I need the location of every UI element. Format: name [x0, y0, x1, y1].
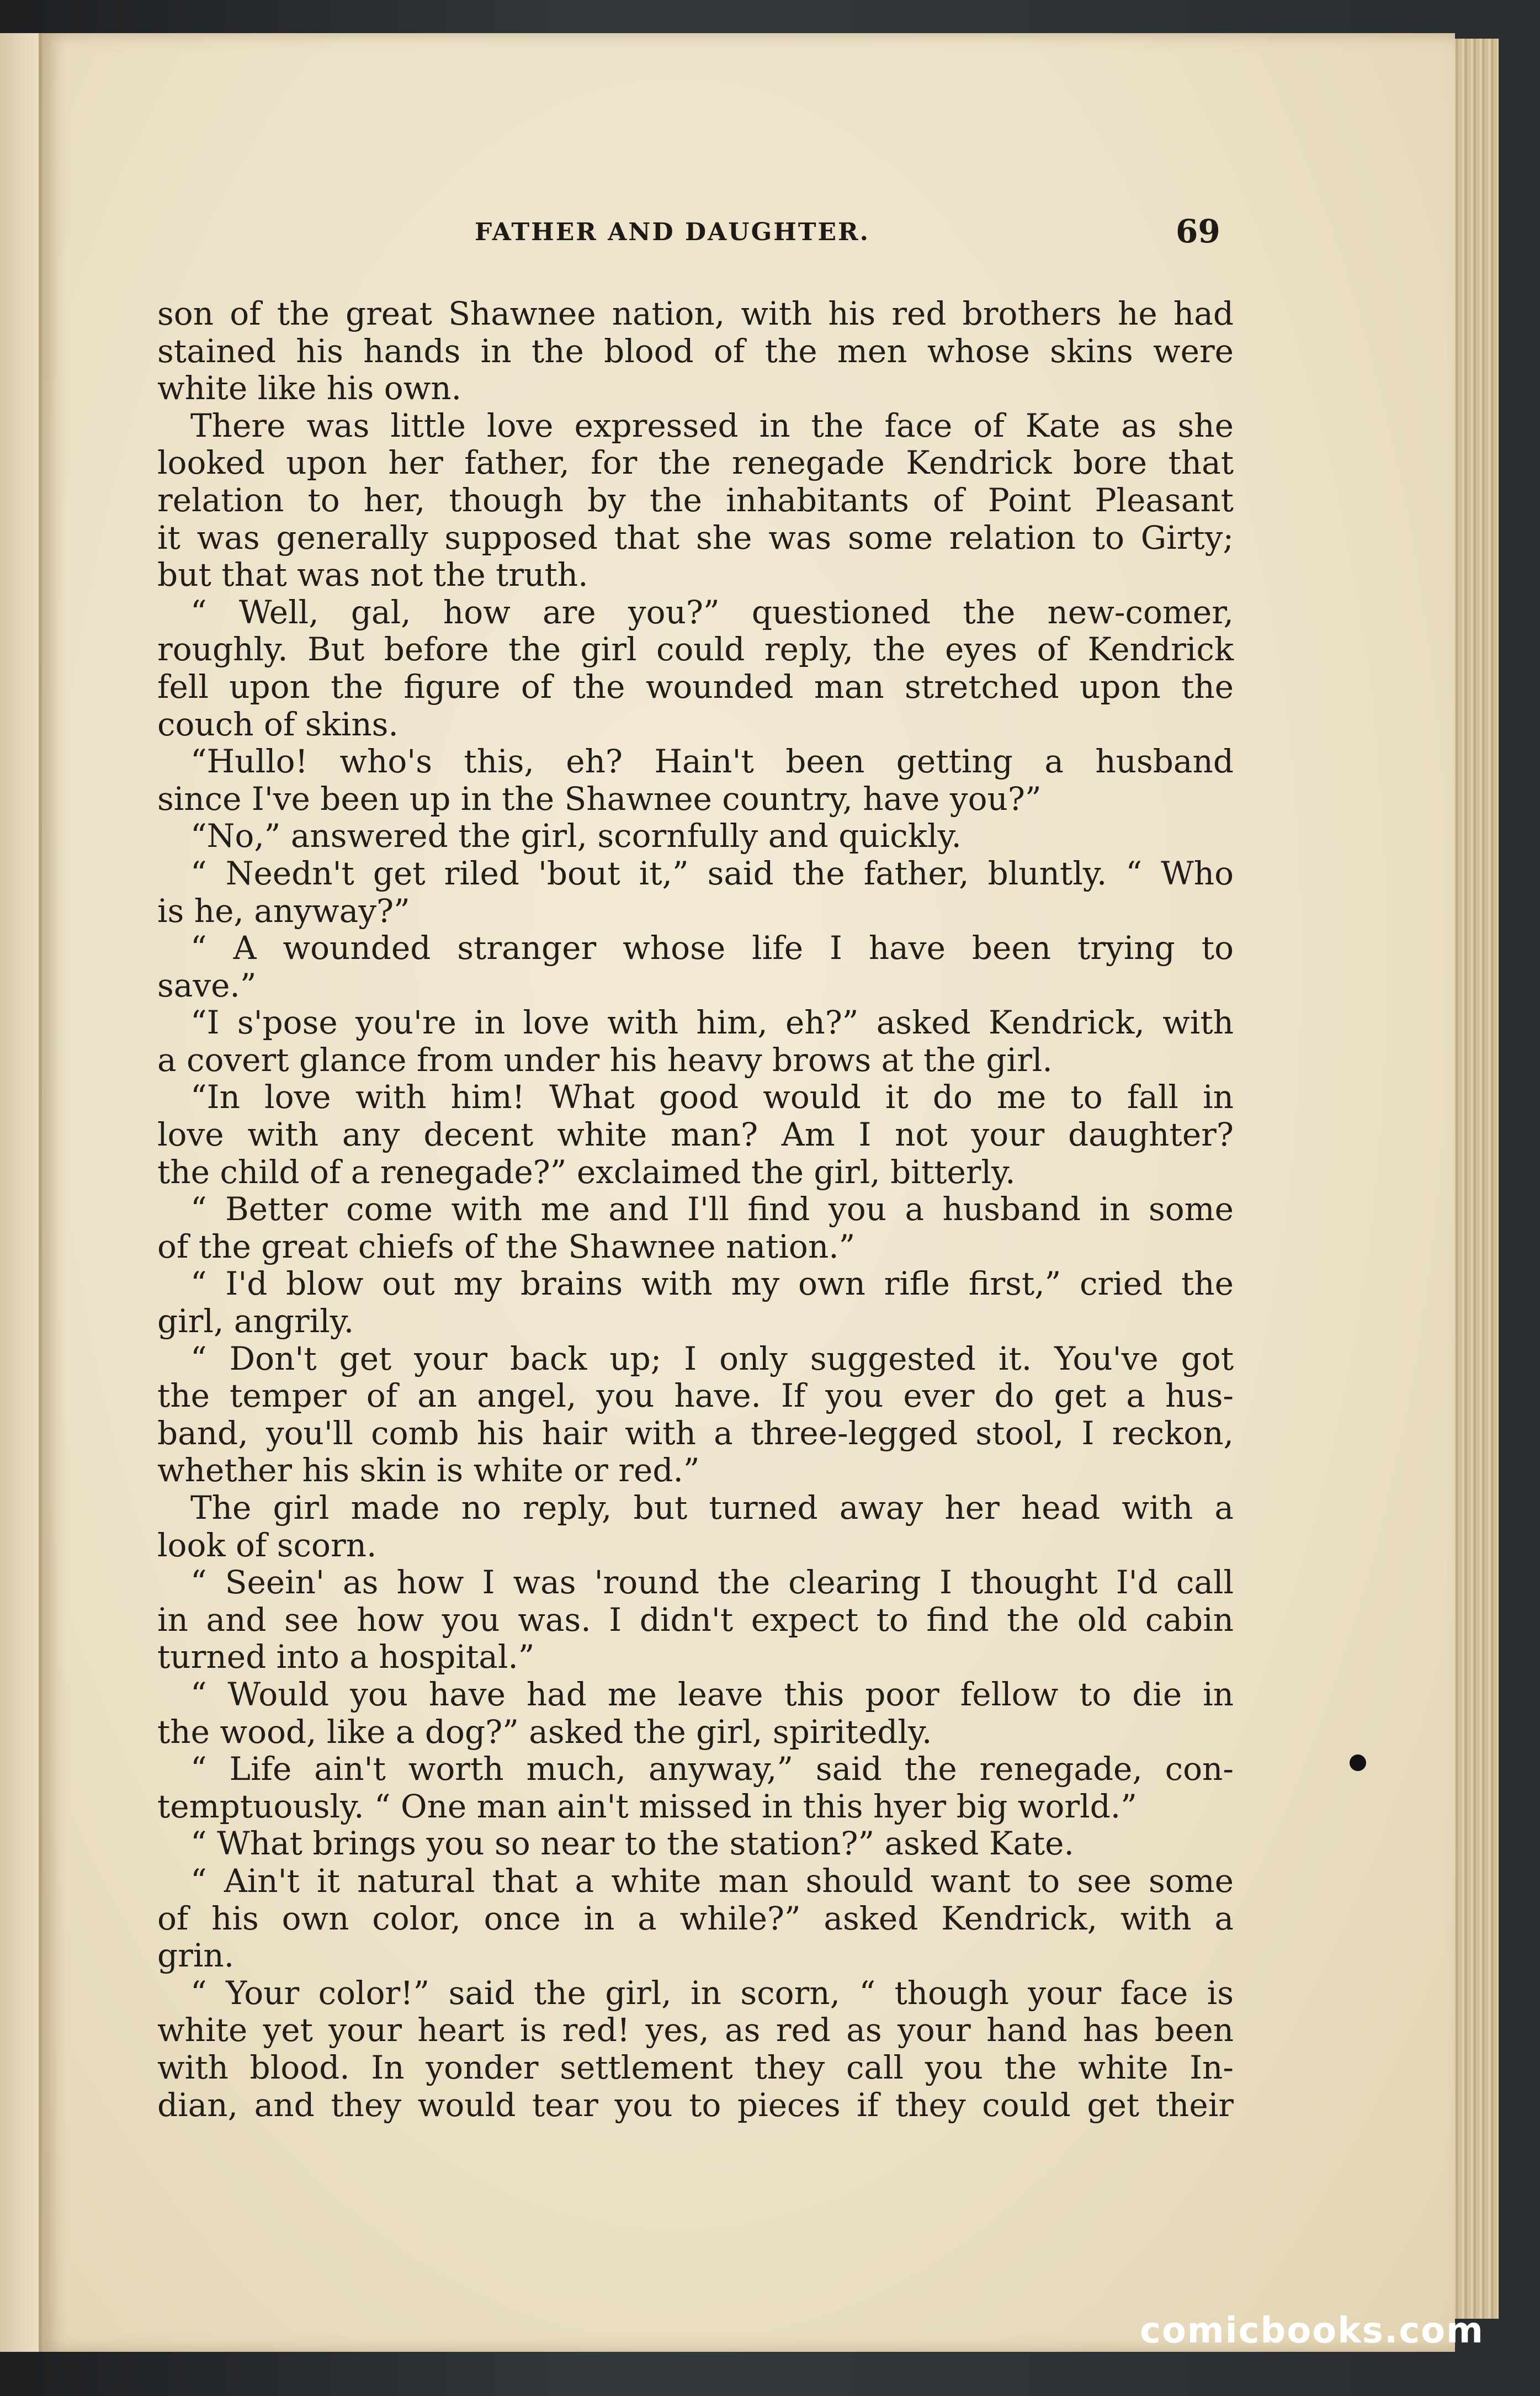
text-line: but that was not the truth.: [157, 556, 588, 594]
text-line: in and see how you was. I didn't expect to find the old cabin: [157, 1600, 1234, 1639]
text-line: “ Would you have had me leave this poor fellow to die in: [190, 1675, 1234, 1713]
text-line: relation to her, though by the inhabitants of Point Pleasant: [157, 481, 1234, 519]
text-line: “ A wounded stranger whose life I have been trying to: [190, 929, 1234, 967]
text-line: “ Ain't it natural that a white man should want to see some: [190, 1862, 1234, 1900]
text-line: “ Needn't get riled 'bout it,” said the father, bluntly. “ Who: [190, 854, 1234, 892]
text-line: “ Your color!” said the girl, in scorn, “ though your face is: [190, 1974, 1234, 2012]
text-line: couch of skins.: [157, 705, 399, 743]
text-line: “ Better come with me and I'll find you a husband in some: [190, 1190, 1234, 1228]
text-line: white like his own.: [157, 369, 462, 407]
watermark: comicbooks.com: [1140, 2310, 1484, 2351]
ink-speck: [1350, 1754, 1366, 1771]
text-line: “No,” answered the girl, scornfully and quickly.: [190, 817, 962, 855]
text-line: a covert glance from under his heavy brows at the girl.: [157, 1041, 1053, 1079]
text-line: is he, anyway?”: [157, 892, 410, 930]
text-line: with blood. In yonder settlement they call you the white In-: [157, 2048, 1234, 2086]
text-line: “ I'd blow out my brains with my own rifle first,” cried the: [190, 1265, 1234, 1303]
text-line: looked upon her father, for the renegade Kendrick bore that: [157, 444, 1234, 482]
text-line: “ Seein' as how I was 'round the clearing I thought I'd call: [190, 1563, 1234, 1602]
text-line: of the great chiefs of the Shawnee nation.”: [157, 1227, 856, 1265]
text-line: look of scorn.: [157, 1526, 377, 1564]
text-line: “ Well, gal, how are you?” questioned the new-comer,: [190, 593, 1234, 631]
text-line: the child of a renegade?” exclaimed the girl, bitterly.: [157, 1153, 1016, 1191]
page-number: 69: [1176, 213, 1220, 250]
text-line: since I've been up in the Shawnee country, have you?”: [157, 780, 1042, 818]
text-line: the wood, like a dog?” asked the girl, spiritedly.: [157, 1713, 932, 1751]
text-line: girl, angrily.: [157, 1302, 354, 1340]
body-text: [157, 295, 1234, 2124]
text-line: dian, and they would tear you to pieces if they could get their: [157, 2086, 1234, 2124]
text-line: love with any decent white man? Am I not your daughter?: [157, 1116, 1234, 1154]
text-line: save.”: [157, 966, 257, 1004]
text-line: “In love with him! What good would it do me to fall in: [190, 1078, 1234, 1116]
running-title: FATHER AND DAUGHTER.: [475, 218, 870, 246]
text-line: The girl made no reply, but turned away her head with a: [190, 1489, 1234, 1526]
text-line: whether his skin is white or red.”: [157, 1451, 700, 1489]
text-line: “ Don't get your back up; I only suggested it. You've got: [190, 1339, 1234, 1377]
text-line: it was generally supposed that she was some relation to Girty;: [157, 518, 1234, 556]
text-line: the temper of an angel, you have. If you ever do get a hus-: [157, 1377, 1234, 1415]
text-line: grin.: [157, 1937, 235, 1975]
text-line: temptuously. “ One man ain't missed in this hyer big world.”: [157, 1787, 1137, 1825]
text-line: “ Life ain't worth much, anyway,” said the renegade, con-: [190, 1750, 1234, 1788]
text-line: There was little love expressed in the face of Kate as she: [190, 406, 1234, 444]
text-line: son of the great Shawnee nation, with his red brothers he had: [157, 295, 1234, 332]
text-line: “I s'pose you're in love with him, eh?” asked Kendrick, with: [190, 1004, 1234, 1042]
text-line: “ What brings you so near to the station?” asked Kate.: [190, 1825, 1074, 1863]
text-line: fell upon the figure of the wounded man stretched upon the: [157, 667, 1234, 706]
text-line: of his own color, once in a while?” asked Kendrick, with a: [157, 1899, 1234, 1937]
text-line: white yet your heart is red! yes, as red as your hand has been: [157, 2011, 1234, 2049]
text-line: band, you'll comb his hair with a three-legged stool, I reckon,: [157, 1414, 1234, 1452]
text-line: “Hullo! who's this, eh? Hain't been getting a husband: [190, 743, 1234, 781]
text-line: roughly. But before the girl could reply, the eyes of Kendrick: [157, 630, 1234, 669]
text-line: turned into a hospital.”: [157, 1638, 535, 1676]
text-line: stained his hands in the blood of the men whose skins were: [157, 332, 1234, 370]
